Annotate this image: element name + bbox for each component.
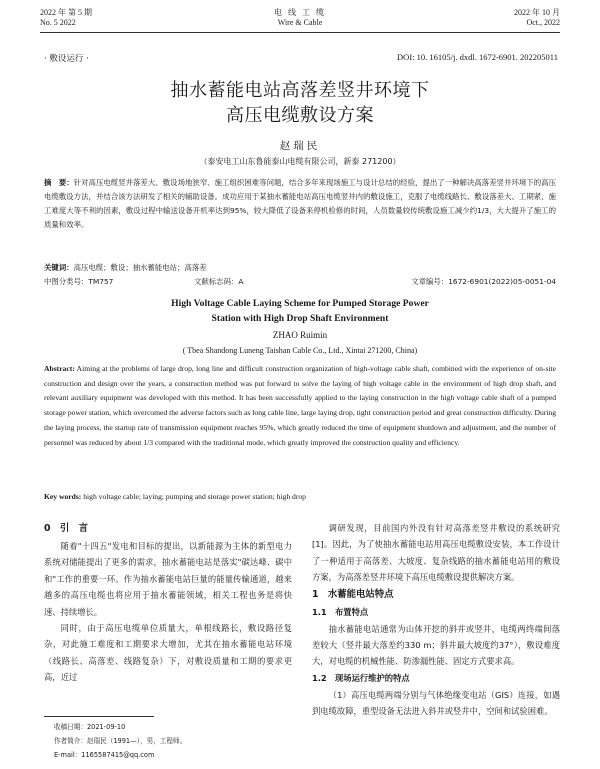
author-email: E-mail：1165587415@qq.com bbox=[54, 751, 155, 759]
article-number: 文章编号：1672-6901(2022)05-0051-04 bbox=[411, 277, 556, 286]
date-en: Oct., 2022 bbox=[526, 18, 560, 27]
author-cn: 赵瑞民 bbox=[279, 140, 321, 152]
journal-name-cn: 电 线 工 缆 bbox=[274, 8, 326, 17]
affiliation-cn: （泰安电工山东鲁能泰山电缆有限公司，新泰 271200） bbox=[199, 157, 401, 166]
keywords-en bbox=[44, 491, 556, 503]
intro-paragraph-2: 同时，由于高压电缆单位质量大，单根线路长，敷设路径复杂，对此施工难度和工期要求大增加，尤其在抽水蓄能电站环境（线路长、高落差、线路复杂）下，对敷设质量和工期的要求更高，近过 bbox=[44, 623, 292, 683]
keywords-cn-label: 关键词： bbox=[44, 263, 74, 272]
title-en-line1: High Voltage Cable Laying Scheme for Pumped Storage Power bbox=[171, 298, 429, 309]
footnote bbox=[54, 720, 186, 762]
keywords-en-label: Key words: bbox=[44, 492, 82, 501]
running-header bbox=[40, 8, 560, 38]
affiliation-en: ( Tbea Shandong Luneng Taishan Cable Co., Ltd., Xintai 271200, China) bbox=[182, 346, 418, 355]
subsection-1-1-paragraph: 抽水蓄能电站通常为山体开挖的斜井或竖井，电缆两终端间落差较大（竖井最大落差约330 m；斜井最大坡度约37°），敷设难度大，对电缆的机械性能、防渗漏性能、固定方式要求高。 bbox=[312, 623, 560, 667]
clc-number: 中图分类号：TM757 bbox=[44, 277, 114, 286]
body-column-right bbox=[312, 520, 560, 720]
classification-row bbox=[44, 276, 556, 288]
doi: DOI: 10. 16105/j. dxdl. 1672-6901. 202205011 bbox=[397, 52, 558, 62]
abstract-en-label: Abstract: bbox=[44, 364, 75, 373]
abstract-en-text: Aiming at the problems of large drop, long line and difficult construction organization of high-voltage cable shaft, combined with the experience of on-site construction and design over the years, a construction method was put forward to solve the laying of high voltage cable in the environment of high drop shaft, and relevant auxiliary equipment was developed with this method. It has been successfully applied to the laying construction in the high voltage cable shaft of a pumped storage power station, which overcomed the adverse factors such as long cable line, large laying drop, tight construction period and great construction difficulty. During the laying process, the startup rate of transmission equipment reaches 95%, which greatly reduced the time of equipment shutdown and adjustment, and the number of personnel was reduced by about 1/3 compared with the traditional mode, which greatly improved the construction quality and efficiency. bbox=[44, 364, 556, 447]
subsection-heading-1-1: 1.1 布置特点 bbox=[312, 606, 369, 617]
section-tag: · 敷设运行 · bbox=[44, 54, 89, 64]
author-bio: 作者简介：赵瑞民（1991—），男，工程师。 bbox=[54, 737, 187, 745]
header-divider bbox=[40, 32, 560, 33]
page-title bbox=[60, 78, 540, 128]
author-en: ZHAO Ruimin bbox=[272, 330, 328, 340]
issue-cn: 2022 年 第 5 期 bbox=[40, 8, 92, 17]
issue-en: No. 5 2022 bbox=[40, 18, 76, 27]
keywords-en-text: high voltage cable; laying; pumping and storage power station; high drop bbox=[81, 492, 306, 501]
section-heading-intro: 0 引 言 bbox=[44, 523, 89, 534]
title-en bbox=[70, 296, 530, 326]
journal-name-en: Wire & Cable bbox=[277, 18, 323, 27]
section-heading-1: 1 水蓄能电站特点 bbox=[312, 588, 394, 600]
title-cn-line2: 高压电缆敷设方案 bbox=[226, 105, 374, 126]
document-code: 文献标志码：A bbox=[194, 277, 244, 286]
journal-name bbox=[40, 8, 560, 28]
date-cn: 2022 年 10 月 bbox=[514, 8, 560, 17]
title-en-line2: Station with High Drop Shaft Environment bbox=[211, 313, 389, 324]
abstract-cn-label: 摘 要： bbox=[44, 178, 74, 187]
intro-paragraph-1: 随着"十四五"发电和目标的提出，以新能源为主体的新型电力系统对储能提出了更多的需求，抽水蓄能电站是落实"碳达峰、碳中和"工作的重要一环。作为抽水蓄能电站巨量的能量传输通道，越来越多的高压电缆也将应用于抽水蓄能领域，相关工程也务是将快速、持续增长。 bbox=[44, 541, 292, 617]
footnote-divider bbox=[44, 716, 154, 717]
subsection-1-2-paragraph: （1）高压电缆两端分别与气体绝缘变电站（GIS）连接，如遇到电缆故障，重型设备无法进入斜井或竖井中，空间和试验困难。 bbox=[312, 689, 560, 717]
received-date: 收稿日期：2021-09-10 bbox=[54, 723, 126, 731]
keywords-cn-text: 高压电缆；敷设；抽水蓄能电站；高落差 bbox=[73, 263, 207, 272]
title-cn-line1: 抽水蓄能电站高落差竖井环境下 bbox=[170, 80, 430, 101]
abstract-cn bbox=[44, 176, 556, 232]
abstract-en bbox=[44, 362, 556, 450]
body-column-left bbox=[44, 520, 292, 686]
subsection-heading-1-2: 1.2 现场运行维护的特点 bbox=[312, 672, 410, 683]
abstract-cn-text: 针对高压电缆竖井落差大、敷设场地狭窄、施工组织困难等问题，结合多年来现场施工与设计总结的经验，提出了一种解决高落差竖井环境下的高压电缆敷设方法，并结合该方法研发了相关的辅助设备。成功应用于某抽水蓄能电站高压电缆竖井内的敷设施工，克服了电缆线路长、敷设落差大、工期紧、施工难度大等不利的因素，敷设过程中输送设备开机率达到95%，较大降低了设备来停机检修的时间，人员数量较传统敷设施工减少约1/3，大大提升了施工的质量和效率。 bbox=[44, 178, 556, 229]
issue-date bbox=[514, 8, 560, 28]
intro-paragraph-3: 调研发现，目前国内外没有针对高落差竖井敷设的系统研究[1]。因此，为了使抽水蓄能电站用高压电缆敷设安装，本工作设计了一种适用于高落差、大坡度、复杂线路的抽水蓄能电站用的敷设方案，为高落差竖井环境下高压电缆敷设提供解决方案。 bbox=[312, 523, 560, 583]
keywords-cn bbox=[44, 262, 556, 274]
